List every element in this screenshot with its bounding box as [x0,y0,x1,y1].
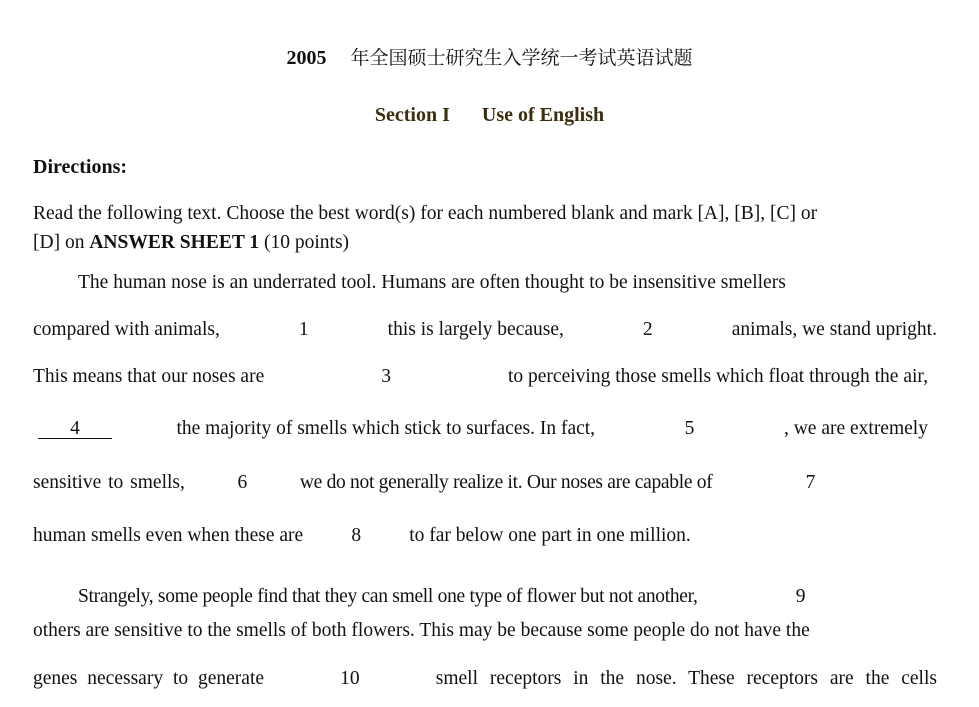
passage-line [33,472,937,494]
directions-text [33,199,929,257]
blank-6: 6 [237,472,248,493]
blank-2: 2 [642,319,653,340]
passage-text: this is largely because, [387,319,564,340]
passage-text: smell receptors in the nose. These receptors are the cells [435,668,937,689]
blank-8: 8 [351,525,362,546]
passage-line [33,319,937,341]
points-label: (10 points) [259,232,350,253]
passage-text: genes necessary to generate [33,668,265,689]
blank-10: 10 [340,668,360,689]
blank-9: 9 [795,586,806,607]
passage-line [33,366,928,388]
passage-text: sensitive to smells, [33,472,185,493]
exam-year: 2005 [286,47,327,69]
passage-text: to perceiving those smells which float through the air, [507,366,928,387]
directions-line-1: Read the following text. Choose the best word(s) for each numbered blank and mark [A], [B], [C] or [33,203,818,224]
passage-text: to far below one part in one million. [409,525,691,546]
passage-text: compared with animals, [33,319,220,340]
blank-5: 5 [684,418,695,439]
passage-text: we do not generally realize it. Our noses are capable of [299,472,713,493]
directions-label: Directions: [33,156,128,178]
passage-line [33,620,937,642]
passage-line [33,525,937,547]
passage-text: animals, we stand upright. [731,319,937,340]
passage-text: , we are extremely [783,418,928,439]
passage-line [78,586,937,608]
section-name: Use of English [481,104,605,126]
passage-text: The human nose is an underrated tool. Humans are often thought to be insensitive smellers [78,272,786,293]
blank-3: 3 [381,366,391,387]
page-title [0,43,979,70]
passage-text: Strangely, some people find that they can smell one type of flower but not another, [78,586,698,607]
blank-1: 1 [298,319,309,340]
section-heading [0,104,979,127]
passage-text: This means that our noses are [33,366,265,387]
directions-line-2-prefix: [D] on [33,232,90,253]
blank-7: 7 [805,472,816,493]
passage-text: others are sensitive to the smells of both flowers. This may be because some people do not have the [33,620,810,641]
passage-line [33,418,928,440]
exam-title-chinese: 年全国硕士研究生入学统一考试英语试题 [350,47,693,69]
passage-line [78,272,937,294]
section-number: Section I [374,104,450,126]
passage-text: human smells even when these are [33,525,304,546]
passage-text: the majority of smells which stick to surfaces. In fact, [176,418,596,439]
passage-line [33,668,937,690]
blank-4: 4 [38,420,112,439]
answer-sheet-label: ANSWER SHEET 1 [89,232,260,253]
